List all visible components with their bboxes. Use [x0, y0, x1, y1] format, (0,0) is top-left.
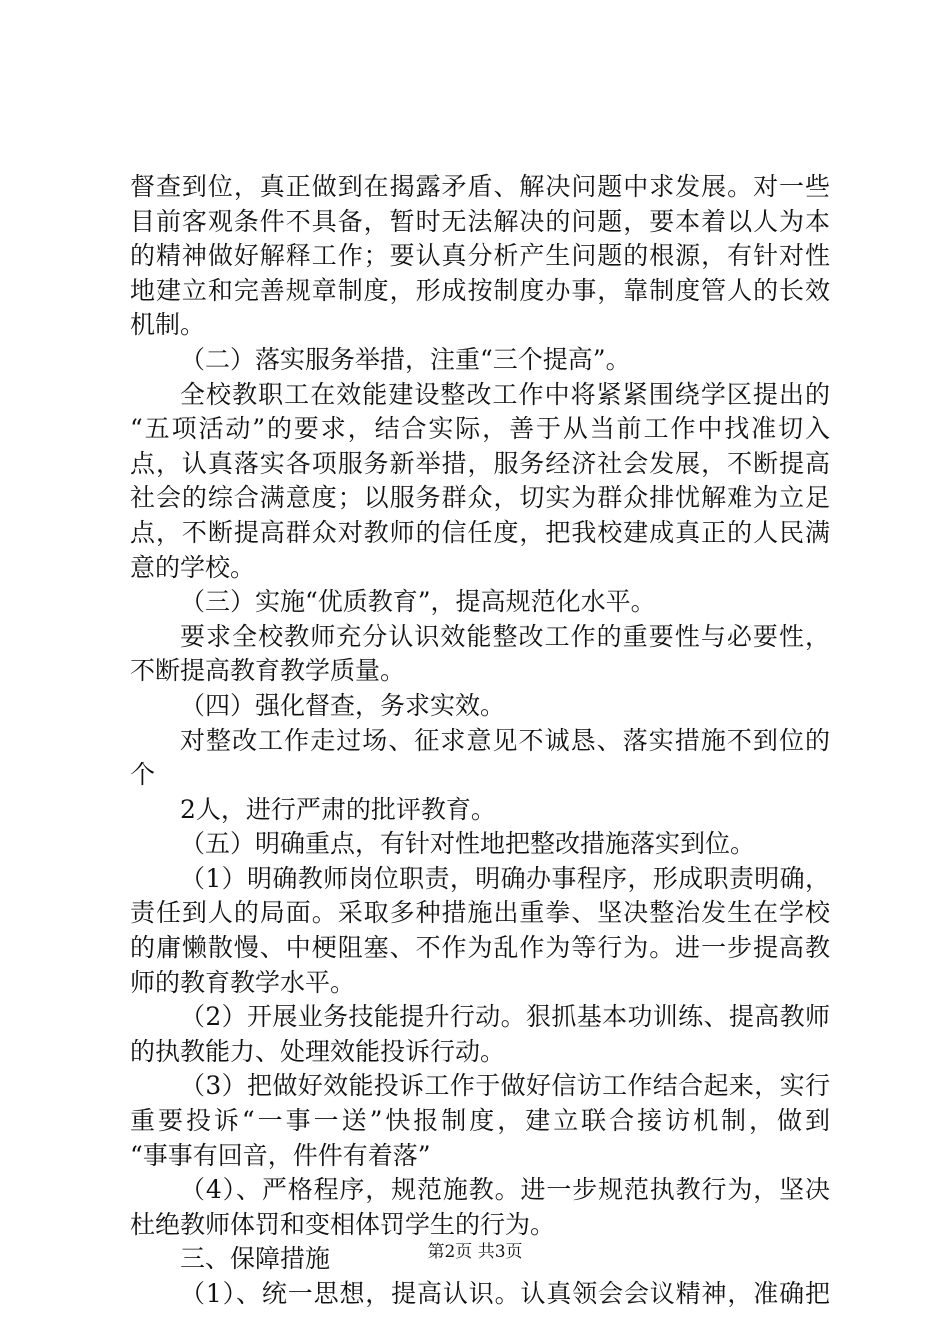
text-line: （五）明确重点，有针对性地把整改措施落实到位。 — [180, 829, 756, 859]
text-line: 的庸懒散慢、中梗阻塞、不作为乱作为等行为。进一步提高教 — [130, 933, 830, 963]
text-line: 要求全校教师充分认识效能整改工作的重要性与必要性， — [180, 621, 830, 651]
text-line: （2）开展业务技能提升行动。狠抓基本功训练、提高教师 — [180, 1002, 830, 1032]
text-line: 意的学校。 — [130, 552, 256, 582]
text-line: 机制。 — [130, 310, 206, 340]
text-line: 地建立和完善规章制度，形成按制度办事，靠制度管人的长效 — [130, 275, 830, 305]
text-line: 全校教职工在效能建设整改工作中将紧紧围绕学区提出的 — [180, 379, 830, 409]
text-line: （四）强化督查，务求实效。 — [180, 690, 506, 720]
text-line: （3）把做好效能投诉工作于做好信访工作结合起来，实行 — [180, 1071, 830, 1101]
text-line: 点，不断提高群众对教师的信任度，把我校建成真正的人民满 — [130, 517, 830, 547]
text-line: 对整改工作走过场、征求意见不诚恳、落实措施不到位的 — [180, 725, 830, 755]
page-footer: 第2页 共3页 — [427, 1242, 523, 1262]
text-line: （1）、统一思想，提高认识。认真领会会议精神，准确把 — [180, 1279, 830, 1308]
text-line: 师的教育教学水平。 — [130, 967, 356, 997]
text-line: 杜绝教师体罚和变相体罚学生的行为。 — [130, 1209, 556, 1239]
text-line: （1）明确教师岗位职责，明确办事程序，形成职责明确， — [180, 863, 830, 893]
body-text — [130, 170, 830, 1312]
text-line: （4）、严格程序，规范施教。进一步规范执教行为，坚决 — [180, 1175, 830, 1205]
text-line: 的精神做好解释工作；要认真分析产生问题的根源，有针对性 — [130, 241, 830, 271]
text-line: “事事有回音，件件有着落” — [130, 1140, 431, 1170]
text-line: （二）落实服务举措，注重“三个提高”。 — [180, 344, 631, 374]
text-line: 责任到人的局面。采取多种措施出重拳、坚决整治发生在学校 — [130, 898, 830, 928]
text-line: 督查到位，真正做到在揭露矛盾、解决问题中求发展。对一些 — [130, 172, 830, 201]
text-line: 不断提高教育教学质量。 — [130, 656, 406, 686]
text-line: 目前客观条件不具备，暂时无法解决的问题，要本着以人为本 — [130, 206, 830, 236]
text-line: （三）实施“优质教育”，提高规范化水平。 — [180, 587, 656, 617]
text-line: “五项活动”的要求，结合实际，善于从当前工作中找准切入 — [130, 414, 830, 444]
text-line: 重要投诉“一事一送”快报制度，建立联合接访机制，做到 — [130, 1106, 830, 1136]
text-line: 点，认真落实各项服务新举措，服务经济社会发展，不断提高 — [130, 448, 830, 478]
text-line: 社会的综合满意度；以服务群众，切实为群众排忧解难为立足 — [130, 483, 830, 513]
text-line: 的执教能力、处理效能投诉行动。 — [130, 1036, 506, 1066]
text-line: 三、保障措施 — [180, 1244, 331, 1274]
text-line: 个 — [130, 760, 156, 790]
text-line: 2人，进行严肃的批评教育。 — [180, 794, 496, 824]
